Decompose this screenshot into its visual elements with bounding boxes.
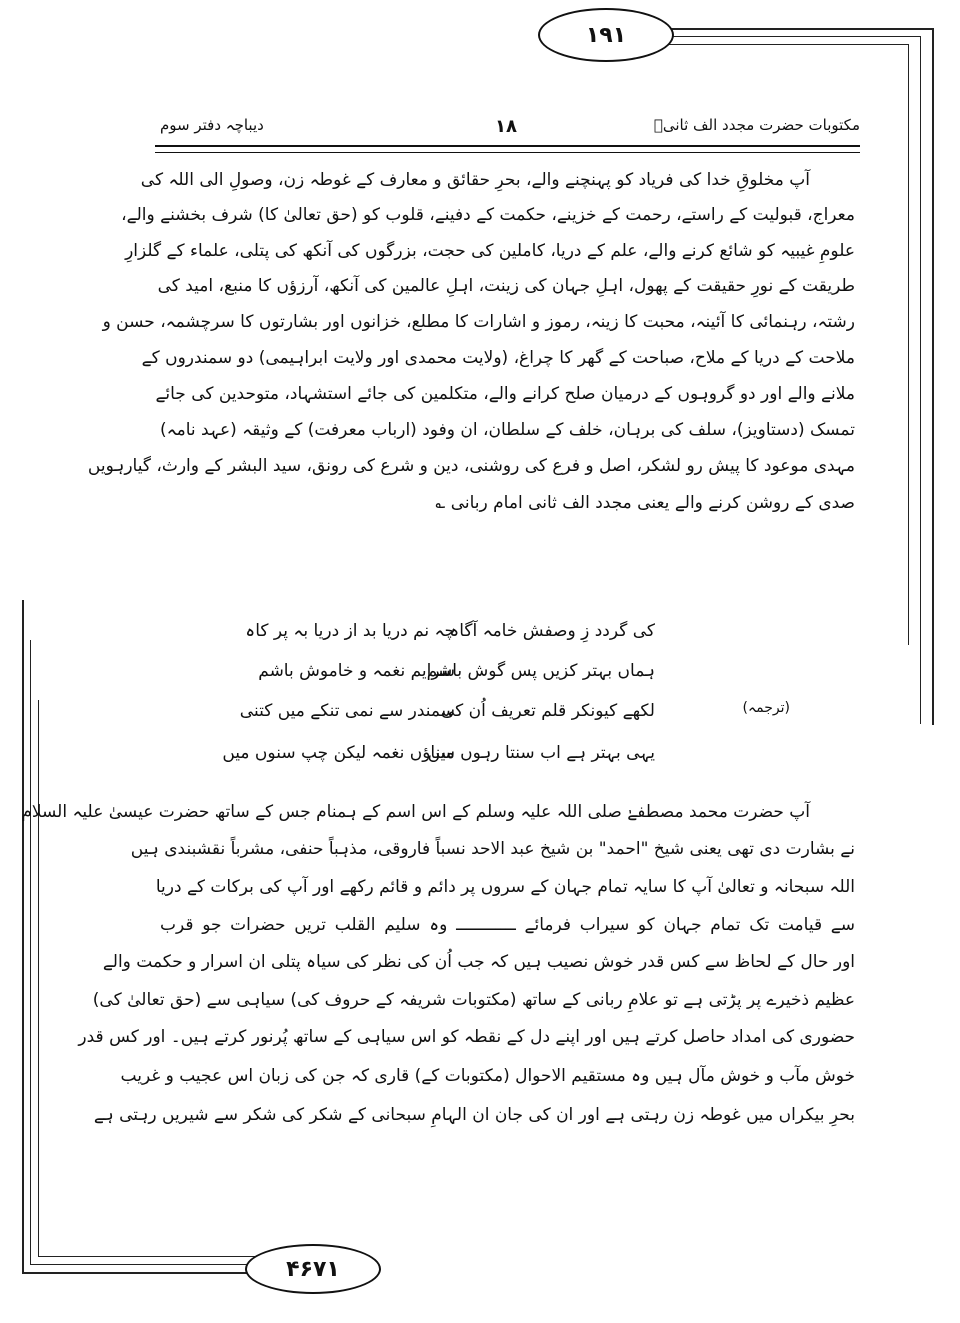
text-line: معراج، قبولیت کے راستے، رحمت کے خزینے، حکمت کے دفینے، قلوب کو (حق تعالیٰ کا) شرف بخشنے والے،	[121, 205, 855, 225]
text-line: حضوری کی امداد حاصل کرتے ہیں اور اپنے دل کے نقطہ کو اس سیاہی کے ساتھ پُرنور کرتے ہیں۔ اور کس قدر	[78, 1027, 855, 1047]
text-line: ملاحت کے دریا کے ملاح، صباحت کے گھر کا چراغ، (ولایت محمدی اور ولایت ابراہیمی) دو سمندروں کے	[141, 348, 855, 368]
verse-right: یہی بہتر ہے اب سنتا رہوں میں	[427, 743, 655, 763]
text-line: نے بشارت دی تھی یعنی شیخ "احمد" بن شیخ عبد الاحد نسباً فاروقی، مذہباً حنفی، مشرباً نقشبندی ہیں	[130, 839, 855, 859]
bottom-page-number: ۴۶۷۱	[245, 1244, 381, 1294]
text-line: علومِ غیبیہ کو شائع کرنے والے، علم کے دریا، کاملین کی حجت، بزرگوں کی آنکھ کی پتلی، علماء کے گلزارِ	[125, 241, 855, 261]
text-line: خوش مآب و خوش مآل ہیں وہ مستقیم الاحوال (مکتوبات کے) قاری کہ جن کی زبان اس عجیب و غریب	[120, 1066, 855, 1086]
header-book-title: مکتوبات حضرت مجدد الف ثانیؒ	[653, 116, 860, 134]
text-line: ملانے والے اور دو گروہوں کے درمیان صلح کرانے والے، متکلمین کی جائے استشہاد، متوحدین کی جائے	[155, 384, 855, 404]
running-header	[160, 116, 860, 142]
text-line: تمسک (دستاویز)، سلف کی برہان، خلف کے سلطان، ان وفود (ارباب معرفت) کے وثیقہ (عہد نامہ)	[160, 420, 855, 440]
verse-left: سرایم نغمہ و خاموش باشم	[258, 661, 455, 681]
header-rule-2	[155, 152, 860, 153]
text-line: طریقت کے نورِ حقیقت کے پھول، اہلِ جہان کی زینت، اہلِ عالمین کی آنکھ، آرزؤں کا منبع، امید کی	[157, 276, 855, 296]
top-page-number: ۱۹۱	[538, 8, 674, 62]
verse-left: سناؤں نغمہ لیکن چپ سنوں میں	[222, 743, 455, 763]
verse-left: چہ نم دریا بد از دریا بہ پر کاہ	[245, 621, 455, 641]
text-line: عظیم ذخیرے پر پڑتی ہے تو علامِ ربانی کے ساتھ (مکتوبات شریفہ کے حروف کی) سیاہی سے (حق تعالیٰ کی)	[92, 990, 855, 1010]
translation-label: (ترجمہ)	[742, 700, 790, 716]
verse-left: سمندر سے نمی تنکے میں کتنی	[239, 701, 455, 721]
verse-right: کی گردد زِ وصفش خامہ آگاہ	[449, 621, 655, 641]
text-line: آپ حضرت محمد مصطفےٰ صلی اللہ علیہ وسلم کے اس اسم کے ہمنام جس کے ساتھ حضرت عیسیٰ علیہ السلام	[21, 802, 810, 822]
text-line: مہدی موعود کا پیش رو لشکر، اصل و فرع کی روشنی، دین و شرع کی رونق، سید البشر کے وارث، گیارہویں	[87, 456, 855, 476]
text-line: اور حال کے لحاظ سے کس قدر خوش نصیب ہیں کہ جب اُن کی نظر کی سیاہ پتلی ان اسرار و حکمت والے	[102, 952, 855, 972]
text-line: سے قیامت تک تمام جہان کو سیراب فرمائے ــــــــــــ وہ سلیم القلب تریں حضرات جو قرب	[160, 915, 855, 935]
header-rule-1	[155, 145, 860, 147]
text-line: رشتہ، رہنمائی کا آئینہ، محبت کا زینہ، رموز و اشارات کا مطلع، خزانوں اور بشارتوں کا سرچشمہ، حسن و	[102, 312, 855, 332]
text-line: اللہ سبحانہ و تعالیٰ آپ کا سایہ تمام جہان کے سروں پر دائم و قائم رکھے اور آپ کی برکات کے دریا	[155, 877, 855, 897]
verse-right: لکھے کیونکر قلم تعریف اُن کی	[440, 701, 655, 721]
header-section-title: دیباچہ دفتر سوم	[160, 116, 264, 134]
text-line: آپ مخلوقِ خدا کی فریاد کو پہنچنے والے، بحرِ حقائق و معارف کے غوطہ زن، وصولِ الی اللہ کی	[140, 170, 810, 190]
text-line: بحرِ بیکراں میں غوطہ زن رہتی ہے اور ان کی جان ان الہامِ سبحانی کے شکر کی شکر سے شیریں رہتی ہے	[93, 1105, 855, 1125]
text-line: صدی کے روشن کرنے والے یعنی مجدد الف ثانی امام ربانی ؎	[435, 493, 855, 513]
verse-right: ہماں بہتر کزیں پس گوش باشم	[426, 661, 655, 681]
header-page-number: ۱۸	[495, 116, 517, 137]
